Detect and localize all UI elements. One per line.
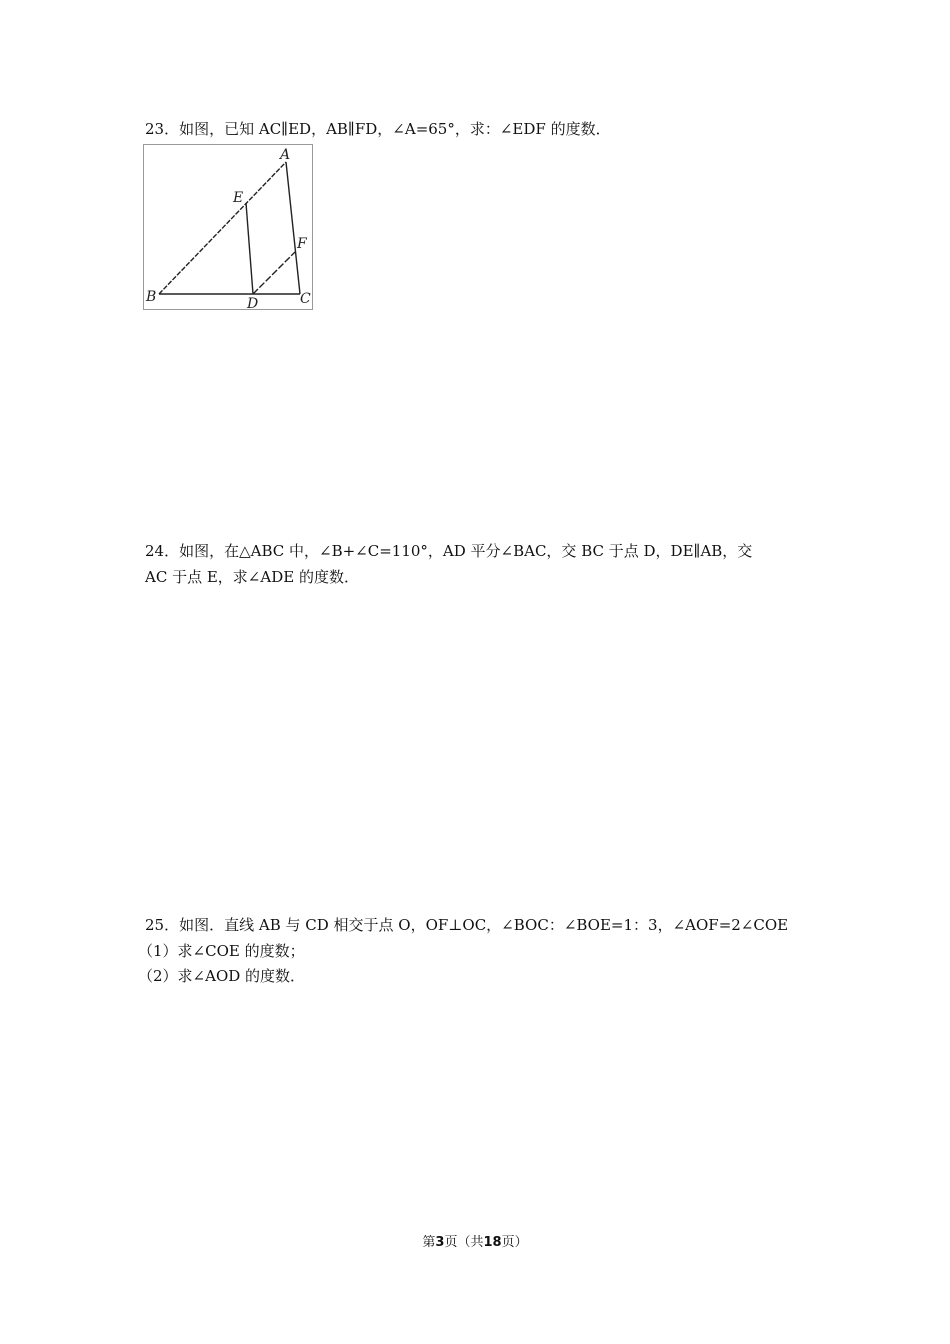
segment-AC — [286, 162, 300, 294]
label-B: B — [146, 289, 157, 305]
label-F: F — [297, 236, 307, 252]
label-A: A — [280, 147, 291, 163]
question-25-part-1: （1）求∠COE 的度数； — [138, 942, 305, 960]
question-24-line-1: 24．如图，在△ABC 中，∠B+∠C=110°，AD 平分∠BAC，交 BC 于点 D，DE∥AB，交 — [145, 542, 753, 560]
label-D: D — [247, 296, 259, 309]
label-E: E — [233, 190, 244, 206]
question-24-line-2: AC 于点 E，求∠ADE 的度数． — [145, 568, 359, 586]
label-C: C — [300, 291, 311, 307]
footer-total-pages: 18 — [483, 1235, 502, 1250]
page-footer — [0, 1231, 950, 1250]
footer-page-number: 3 — [435, 1235, 445, 1250]
question-23-figure — [143, 144, 313, 310]
footer-mid: 页（共 — [444, 1235, 484, 1250]
question-25-line-1: 25．如图．直线 AB 与 CD 相交于点 O，OF⊥OC，∠BOC：∠BOE=1：3，∠AOF=2∠COE — [145, 916, 789, 934]
segment-BA — [159, 162, 286, 294]
footer-prefix: 第 — [422, 1235, 436, 1250]
segment-DF — [253, 252, 295, 294]
geometry-diagram — [144, 145, 312, 309]
question-25-part-2: （2）求∠AOD 的度数． — [138, 967, 306, 985]
segment-ED — [246, 203, 253, 294]
question-23-text: 23．如图，已知 AC∥ED，AB∥FD，∠A=65°，求：∠EDF 的度数． — [145, 120, 611, 138]
footer-suffix: 页） — [501, 1235, 528, 1250]
